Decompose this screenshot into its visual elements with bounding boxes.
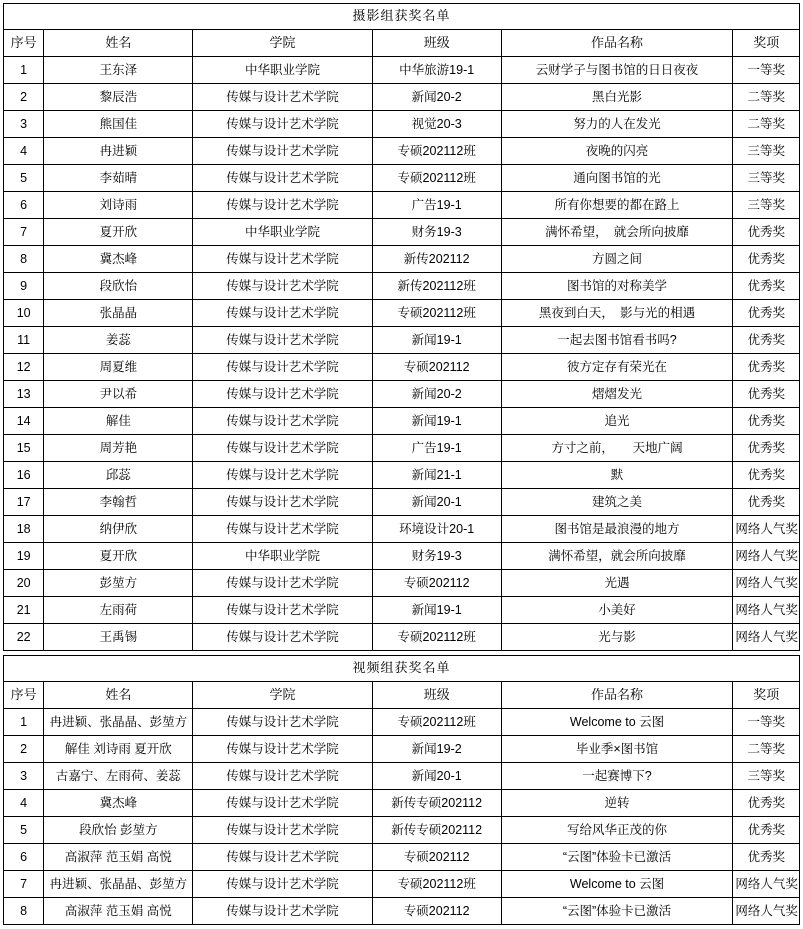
table-cell: 中华职业学院 [193,219,372,246]
table-cell: 8 [4,246,44,273]
table-cell: 二等奖 [733,84,800,111]
table-cell: 黑白光影 [501,84,733,111]
table-cell: 新传专硕202112 [372,817,501,844]
table-cell: 传媒与设计艺术学院 [193,709,372,736]
table-row [4,489,800,516]
table-cell: 5 [4,165,44,192]
table-cell: 优秀奖 [733,462,800,489]
table-cell: 视觉20-3 [372,111,501,138]
table-cell: 左雨荷 [44,597,193,624]
column-header: 序号 [4,682,44,709]
table-cell: 方寸之前， 天地广阔 [501,435,733,462]
column-header: 班级 [372,682,501,709]
table-cell: 光遇 [501,570,733,597]
table-title-row [4,4,800,30]
table-row [4,111,800,138]
table-cell: 满怀希望， 就会所向披靡 [501,219,733,246]
table-cell: 新闻21-1 [372,462,501,489]
table-cell: 传媒与设计艺术学院 [193,84,372,111]
table-row [4,462,800,489]
table-cell: 三等奖 [733,138,800,165]
table-cell: 16 [4,462,44,489]
table-cell: 彼方定存有荣光在 [501,354,733,381]
table-cell: 新传202112 [372,246,501,273]
table-cell: Welcome to 云图 [501,709,733,736]
table-cell: Welcome to 云图 [501,871,733,898]
table-cell: 刘诗雨 [44,192,193,219]
table-cell: 彭堃方 [44,570,193,597]
table-cell: 冀杰峰 [44,246,193,273]
table-cell: 4 [4,790,44,817]
table-title-row [4,656,800,682]
table-row [4,709,800,736]
column-header: 奖项 [733,30,800,57]
table-row [4,381,800,408]
table-cell: 8 [4,898,44,925]
table-cell: 12 [4,354,44,381]
column-header: 作品名称 [501,682,733,709]
table-cell: 传媒与设计艺术学院 [193,462,372,489]
table-cell: “云图”体验卡已激活 [501,844,733,871]
table-cell: 传媒与设计艺术学院 [193,138,372,165]
table-cell: 新闻20-1 [372,763,501,790]
table-cell: 网络人气奖 [733,543,800,570]
table-cell: 传媒与设计艺术学院 [193,327,372,354]
table-cell: 传媒与设计艺术学院 [193,489,372,516]
table-cell: 古嘉宁、左雨荷、姜蕊 [44,763,193,790]
table-row [4,273,800,300]
table-row [4,736,800,763]
table-cell: 财务19-3 [372,219,501,246]
table-cell: 李翰哲 [44,489,193,516]
table-cell: 熊国佳 [44,111,193,138]
table-cell: 财务19-3 [372,543,501,570]
table-row [4,844,800,871]
table-cell: 2 [4,84,44,111]
table-cell: 4 [4,138,44,165]
table-cell: 夏开欣 [44,543,193,570]
table-cell: 优秀奖 [733,327,800,354]
table-cell: 黎辰浩 [44,84,193,111]
table-cell: 网络人气奖 [733,898,800,925]
table-cell: 优秀奖 [733,817,800,844]
table-cell: 夜晚的闪亮 [501,138,733,165]
table-cell: 14 [4,408,44,435]
table-cell: 优秀奖 [733,354,800,381]
table-cell: 通向图书馆的光 [501,165,733,192]
table-cell: 三等奖 [733,763,800,790]
table-cell: 新闻19-2 [372,736,501,763]
table-cell: 1 [4,57,44,84]
table-cell: 3 [4,111,44,138]
table-cell: 冉进颖、张晶晶、彭堃方 [44,871,193,898]
table-cell: 优秀奖 [733,408,800,435]
table-cell: 网络人气奖 [733,624,800,651]
table-cell: 姜蕊 [44,327,193,354]
table-row [4,84,800,111]
table-cell: 传媒与设计艺术学院 [193,570,372,597]
table-cell: 传媒与设计艺术学院 [193,192,372,219]
table-cell: 传媒与设计艺术学院 [193,300,372,327]
award-table [3,3,800,651]
table-row [4,570,800,597]
table-row [4,516,800,543]
table-row [4,435,800,462]
table-cell: 新传专硕202112 [372,790,501,817]
table-cell: 高淑萍 范玉娟 高悦 [44,844,193,871]
table-cell: 传媒与设计艺术学院 [193,844,372,871]
table-cell: 夏开欣 [44,219,193,246]
column-header: 班级 [372,30,501,57]
table-cell: 专硕202112班 [372,300,501,327]
table-cell: 专硕202112班 [372,138,501,165]
table-cell: 周夏维 [44,354,193,381]
table-cell: 传媒与设计艺术学院 [193,354,372,381]
table-cell: 周芳艳 [44,435,193,462]
table-row [4,192,800,219]
table-cell: 传媒与设计艺术学院 [193,111,372,138]
table-cell: 冀杰峰 [44,790,193,817]
table-cell: 解佳 [44,408,193,435]
table-cell: 张晶晶 [44,300,193,327]
table-cell: 6 [4,192,44,219]
table-row [4,57,800,84]
table-cell: 10 [4,300,44,327]
table-cell: 优秀奖 [733,273,800,300]
table-cell: 优秀奖 [733,435,800,462]
table-cell: 光与影 [501,624,733,651]
table-row [4,624,800,651]
table-cell: 新闻19-1 [372,327,501,354]
table-cell: 传媒与设计艺术学院 [193,624,372,651]
table-cell: 方圆之间 [501,246,733,273]
table-row [4,300,800,327]
table-cell: 满怀希望，就会所向披靡 [501,543,733,570]
table-cell: 5 [4,817,44,844]
table-cell: 图书馆是最浪漫的地方 [501,516,733,543]
table-cell: 一起去图书馆看书吗? [501,327,733,354]
table-cell: 传媒与设计艺术学院 [193,246,372,273]
table-cell: 7 [4,871,44,898]
table-row [4,597,800,624]
table-cell: 传媒与设计艺术学院 [193,273,372,300]
table-cell: “云图”体验卡已激活 [501,898,733,925]
table-row [4,543,800,570]
column-header: 序号 [4,30,44,57]
table-cell: 图书馆的对称美学 [501,273,733,300]
table-cell: 网络人气奖 [733,516,800,543]
table-cell: 新闻20-2 [372,381,501,408]
table-cell: 新传202112班 [372,273,501,300]
table-cell: 2 [4,736,44,763]
table-cell: 优秀奖 [733,219,800,246]
table-title: 摄影组获奖名单 [4,4,800,30]
table-cell: 传媒与设计艺术学院 [193,516,372,543]
table-cell: 邱蕊 [44,462,193,489]
table-cell: 专硕202112 [372,570,501,597]
table-cell: 网络人气奖 [733,597,800,624]
table-cell: 新闻19-1 [372,597,501,624]
table-cell: 小美好 [501,597,733,624]
table-cell: 冉进颖 [44,138,193,165]
table-cell: 6 [4,844,44,871]
table-cell: 追光 [501,408,733,435]
table-cell: 二等奖 [733,111,800,138]
table-cell: 传媒与设计艺术学院 [193,165,372,192]
table-cell: 广告19-1 [372,435,501,462]
table-cell: 云财学子与图书馆的日日夜夜 [501,57,733,84]
table-row [4,898,800,925]
table-header-row [4,30,800,57]
table-cell: 传媒与设计艺术学院 [193,790,372,817]
table-cell: 努力的人在发光 [501,111,733,138]
table-row [4,327,800,354]
table-cell: 专硕202112班 [372,165,501,192]
table-cell: 一起赛博下? [501,763,733,790]
table-cell: 专硕202112班 [372,709,501,736]
column-header: 学院 [193,682,372,709]
table-cell: 9 [4,273,44,300]
column-header: 奖项 [733,682,800,709]
table-title: 视频组获奖名单 [4,656,800,682]
table-cell: 纳伊欣 [44,516,193,543]
table-row [4,219,800,246]
table-cell: 熠熠发光 [501,381,733,408]
table-cell: 11 [4,327,44,354]
table-cell: 中华职业学院 [193,57,372,84]
table-cell: 网络人气奖 [733,570,800,597]
table-cell: 1 [4,709,44,736]
table-cell: 传媒与设计艺术学院 [193,381,372,408]
table-cell: 15 [4,435,44,462]
table-cell: 所有你想要的都在路上 [501,192,733,219]
table-cell: 传媒与设计艺术学院 [193,435,372,462]
table-cell: 段欣怡 彭堃方 [44,817,193,844]
column-header: 姓名 [44,682,193,709]
table-cell: 22 [4,624,44,651]
table-cell: 中华职业学院 [193,543,372,570]
tables-container [3,3,800,925]
table-cell: 13 [4,381,44,408]
table-cell: 传媒与设计艺术学院 [193,763,372,790]
table-cell: 环境设计20-1 [372,516,501,543]
table-cell: 三等奖 [733,192,800,219]
table-cell: 优秀奖 [733,300,800,327]
award-table [3,655,800,925]
column-header: 学院 [193,30,372,57]
table-cell: 段欣怡 [44,273,193,300]
table-cell: 三等奖 [733,165,800,192]
table-row [4,165,800,192]
table-cell: 优秀奖 [733,246,800,273]
table-cell: 建筑之美 [501,489,733,516]
table-cell: 新闻20-1 [372,489,501,516]
table-cell: 优秀奖 [733,381,800,408]
table-cell: 解佳 刘诗雨 夏开欣 [44,736,193,763]
table-cell: 广告19-1 [372,192,501,219]
table-cell: 中华旅游19-1 [372,57,501,84]
table-cell: 尹以希 [44,381,193,408]
table-row [4,138,800,165]
table-cell: 传媒与设计艺术学院 [193,736,372,763]
table-cell: 专硕202112 [372,354,501,381]
table-cell: 优秀奖 [733,790,800,817]
table-cell: 专硕202112 [372,844,501,871]
column-header: 作品名称 [501,30,733,57]
table-cell: 传媒与设计艺术学院 [193,597,372,624]
table-cell: 专硕202112班 [372,871,501,898]
table-cell: 19 [4,543,44,570]
table-cell: 21 [4,597,44,624]
table-cell: 传媒与设计艺术学院 [193,817,372,844]
table-cell: 毕业季×图书馆 [501,736,733,763]
table-cell: 李茹晴 [44,165,193,192]
table-cell: 一等奖 [733,709,800,736]
table-row [4,817,800,844]
table-cell: 优秀奖 [733,844,800,871]
table-cell: 17 [4,489,44,516]
table-cell: 逆转 [501,790,733,817]
table-cell: 专硕202112班 [372,624,501,651]
table-cell: 写给风华正茂的你 [501,817,733,844]
table-cell: 黑夜到白天， 影与光的相遇 [501,300,733,327]
table-cell: 优秀奖 [733,489,800,516]
table-cell: 王东泽 [44,57,193,84]
table-cell: 传媒与设计艺术学院 [193,871,372,898]
table-cell: 网络人气奖 [733,871,800,898]
table-cell: 二等奖 [733,736,800,763]
table-cell: 传媒与设计艺术学院 [193,408,372,435]
table-cell: 高淑萍 范玉娟 高悦 [44,898,193,925]
table-cell: 新闻19-1 [372,408,501,435]
table-row [4,790,800,817]
table-cell: 18 [4,516,44,543]
table-row [4,246,800,273]
table-header-row [4,682,800,709]
table-row [4,763,800,790]
table-cell: 冉进颖、张晶晶、彭堃方 [44,709,193,736]
column-header: 姓名 [44,30,193,57]
table-row [4,408,800,435]
table-cell: 默 [501,462,733,489]
table-cell: 20 [4,570,44,597]
table-cell: 专硕202112 [372,898,501,925]
table-cell: 传媒与设计艺术学院 [193,898,372,925]
table-cell: 一等奖 [733,57,800,84]
table-cell: 王禹锡 [44,624,193,651]
table-cell: 7 [4,219,44,246]
table-cell: 3 [4,763,44,790]
table-row [4,871,800,898]
table-cell: 新闻20-2 [372,84,501,111]
table-row [4,354,800,381]
